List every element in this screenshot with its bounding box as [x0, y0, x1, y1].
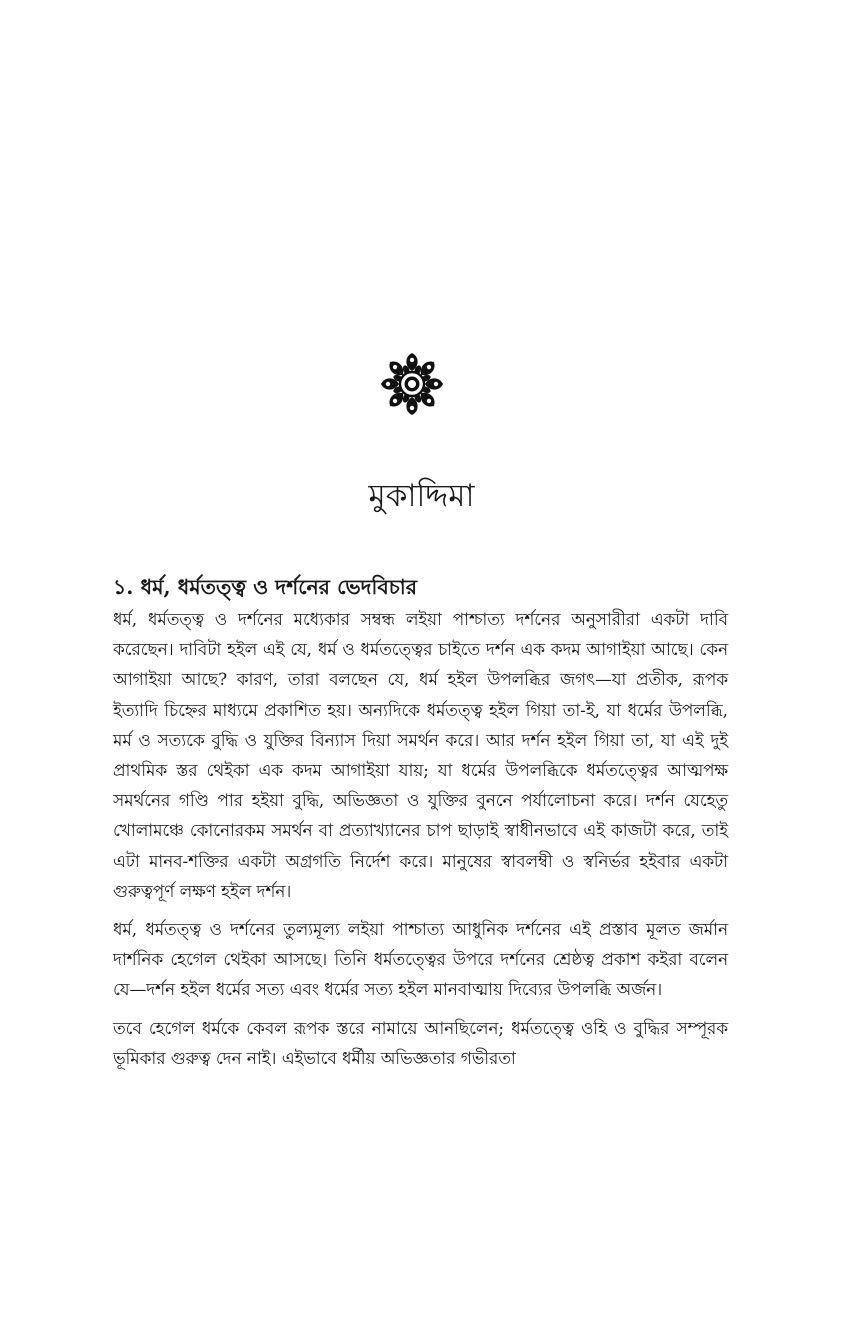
paragraph: ধর্ম, ধর্মতত্ত্ব ও দর্শনের তুল্যমূল্য লইয়া পাশ্চাত্য আধুনিক দর্শনের এই প্রস্তাব মূলত জর্মান দার্শনিক হেগেল থেইকা আসছে। তিনি ধর্মতত্ত্বের উপরে দর্শনের শ্রেষ্ঠত্ব প্রকাশ কইরা বলেন যে—দর্শন হইল ধর্মের সত্য এবং ধর্মের সত্য হইল মানবাত্মায় দিব্যের উপলব্ধি অর্জন।	[113, 919, 728, 1000]
paragraph: তবে হেগেল ধর্মকে কেবল রূপক স্তরে নামায়ে আনছিলেন; ধর্মতত্ত্বে ওহি ও বুদ্ধির সম্পূরক ভূমিকার গুরুত্ব দেন নাই। এইভাবে ধর্মীয় অভিজ্ঞতার গভীরতা	[113, 1017, 728, 1068]
chapter-title: মুকাদ্দিমা	[368, 478, 475, 514]
floral-ornament-icon	[380, 352, 444, 416]
paragraph: ধর্ম, ধর্মতত্ত্ব ও দর্শনের মধ্যেকার সম্বন্ধ লইয়া পাশ্চাত্য দর্শনের অনুসারীরা একটা দাবি করেছেন। দাবিটা হইল এই যে, ধর্ম ও ধর্মতত্ত্বের চাইতে দর্শন এক কদম আগাইয়া আছে। কেন আগাইয়া আছে? কারণ, তারা বলছেন যে, ধর্ম হইল উপলব্ধির জগৎ—যা প্রতীক, রূপক ইত্যাদি চিহ্নের মাধ্যমে প্রকাশিত হয়। অন্যদিকে ধর্মতত্ত্ব হইল গিয়া তা-ই, যা ধর্মের উপলব্ধি, মর্ম ও সত্যকে বুদ্ধি ও যুক্তির বিন্যাস দিয়া সমর্থন করে। আর দর্শন হইল গিয়া তা, যা এই দুই প্রাথমিক স্তর থেইকা এক কদম আগাইয়া যায়; যা ধর্মের উপলব্ধিকে ধর্মতত্ত্বের আত্মপক্ষ সমর্থনের গণ্ডি পার হইয়া বুদ্ধি, অভিজ্ঞতা ও যুক্তির বুননে পর্যালোচনা করে। দর্শন যেহেতু খোলামঞ্চে কোনোরকম সমর্থন বা প্রত্যাখ্যানের চাপ ছাড়াই স্বাধীনভাবে এই কাজটা করে, তাই এটা মানব-শক্তির একটা অগ্রগতি নির্দেশ করে। মানুষের স্বাবলম্বী ও স্বনির্ভর হইবার একটা গুরুত্বপূর্ণ লক্ষণ হইল দর্শন।	[113, 609, 728, 901]
page-body	[113, 570, 728, 1081]
section-heading: ১. ধর্ম, ধর্মতত্ত্ব ও দর্শনের ভেদবিচার	[113, 575, 418, 599]
